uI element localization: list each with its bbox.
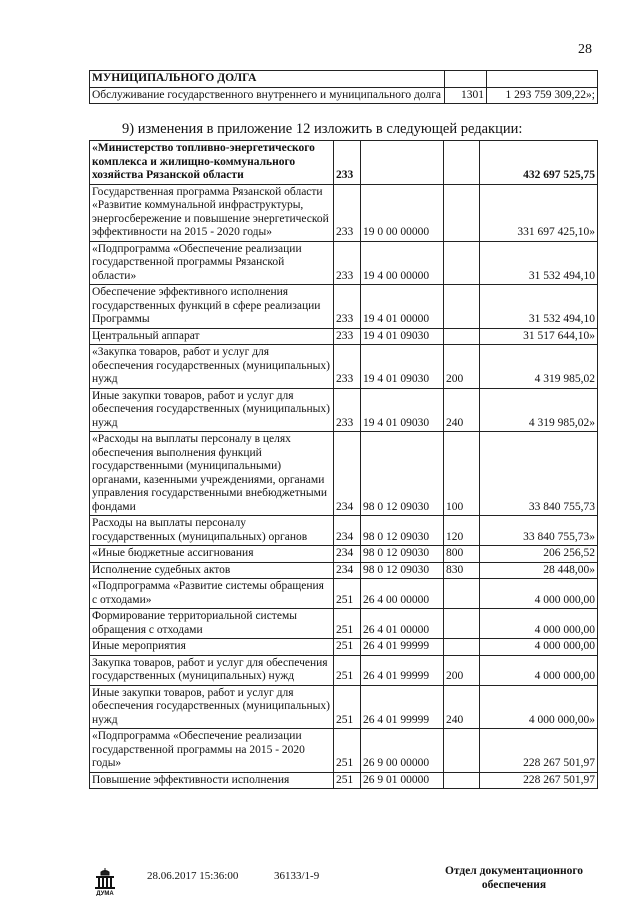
table-row: [90, 432, 598, 516]
row-department-code: 233: [334, 184, 361, 241]
table-row: [90, 639, 598, 656]
top-table: [89, 70, 598, 104]
department-line-2: обеспечения: [481, 879, 547, 891]
row-department-code: 233: [334, 328, 361, 345]
row-target-code: 98 0 12 09030: [361, 546, 444, 563]
row-department-code: 251: [334, 772, 361, 789]
row-department-code: 251: [334, 729, 361, 773]
row-amount: 28 448,00»: [480, 562, 598, 579]
row-expense-type: 200: [444, 345, 480, 389]
row-expense-type: [444, 184, 480, 241]
row-name: Государственная программа Рязанской области «Развитие коммунальной инфраструктуры, энергосбережение и повышение энергетической эффективности на 2015 - 2020 годы»: [90, 184, 334, 241]
row-expense-type: 830: [444, 562, 480, 579]
row-amount: 228 267 501,97: [480, 729, 598, 773]
row-target-code: 26 9 01 00000: [361, 772, 444, 789]
row-amount: 432 697 525,75: [480, 141, 598, 185]
row-department-code: 251: [334, 579, 361, 609]
row-target-code: 26 4 01 99999: [361, 639, 444, 656]
row-department-code: 251: [334, 655, 361, 685]
row-target-code: 19 4 01 09030: [361, 328, 444, 345]
top-table-row: [90, 87, 598, 104]
row-amount: 33 840 755,73: [480, 432, 598, 516]
row-name: Расходы на выплаты персоналу государственных (муниципальных) органов: [90, 516, 334, 546]
row-target-code: 98 0 12 09030: [361, 432, 444, 516]
row-name: «Подпрограмма «Обеспечение реализации государственной программы на 2015 - 2020 годы»: [90, 729, 334, 773]
table-row: [90, 546, 598, 563]
row-target-code: 19 4 01 09030: [361, 388, 444, 432]
row-amount: 4 000 000,00: [480, 655, 598, 685]
table-row: [90, 655, 598, 685]
svg-text:ДУМА: ДУМА: [96, 891, 114, 896]
row-target-code: 19 4 00 00000: [361, 241, 444, 285]
row-amount: 4 000 000,00»: [480, 685, 598, 729]
row-target-code: [361, 141, 444, 185]
row-expense-type: [444, 639, 480, 656]
table-row: [90, 141, 598, 185]
row-expense-type: [444, 772, 480, 789]
row-target-code: 19 4 01 00000: [361, 285, 444, 329]
row-department-code: 251: [334, 685, 361, 729]
table-row: [90, 772, 598, 789]
table-row: [90, 516, 598, 546]
top-row-code: 1301: [445, 87, 487, 104]
row-name: «Министерство топливно-энергетического комплекса и жилищно-коммунального хозяйства Рязанской области: [90, 141, 334, 185]
row-department-code: 233: [334, 345, 361, 389]
row-expense-type: 100: [444, 432, 480, 516]
row-amount: 228 267 501,97: [480, 772, 598, 789]
row-amount: 33 840 755,73»: [480, 516, 598, 546]
row-expense-type: [444, 328, 480, 345]
table-row: [90, 388, 598, 432]
row-amount: 31 517 644,10»: [480, 328, 598, 345]
row-target-code: 26 4 00 00000: [361, 579, 444, 609]
row-name: «Подпрограмма «Обеспечение реализации государственной программы Рязанской области»: [90, 241, 334, 285]
row-name: Обеспечение эффективного исполнения государственных функций в сфере реализации Программы: [90, 285, 334, 329]
row-name: «Закупка товаров, работ и услуг для обеспечения государственных (муниципальных) нужд: [90, 345, 334, 389]
row-expense-type: [444, 241, 480, 285]
row-amount: 4 000 000,00: [480, 639, 598, 656]
top-row-code: [445, 71, 487, 88]
top-row-amount: [487, 71, 598, 88]
row-expense-type: [444, 285, 480, 329]
row-department-code: 233: [334, 388, 361, 432]
row-name: «Подпрограмма «Развитие системы обращения с отходами»: [90, 579, 334, 609]
row-target-code: 19 0 00 00000: [361, 184, 444, 241]
top-row-name: Обслуживание государственного внутреннего и муниципального долга: [90, 87, 445, 104]
row-target-code: 19 4 01 09030: [361, 345, 444, 389]
row-expense-type: 240: [444, 388, 480, 432]
row-expense-type: [444, 579, 480, 609]
row-name: «Расходы на выплаты персоналу в целях обеспечения выполнения функций государственными (муниципальными) органами, казенными учреждениями, органами управления государственными внебюджетными фондами: [90, 432, 334, 516]
row-amount: 206 256,52: [480, 546, 598, 563]
duma-logo-icon: [92, 866, 118, 896]
row-expense-type: [444, 141, 480, 185]
footer-timestamp: 28.06.2017 15:36:00: [147, 870, 239, 882]
row-expense-type: 800: [444, 546, 480, 563]
row-amount: 31 532 494,10: [480, 241, 598, 285]
row-amount: 331 697 425,10»: [480, 184, 598, 241]
row-name: Иные закупки товаров, работ и услуг для обеспечения государственных (муниципальных) нужд: [90, 388, 334, 432]
department-line-1: Отдел документационного: [444, 865, 584, 877]
row-expense-type: 240: [444, 685, 480, 729]
row-department-code: 233: [334, 241, 361, 285]
row-amount: 31 532 494,10: [480, 285, 598, 329]
footer-document-code: 36133/1-9: [274, 870, 320, 882]
top-row-name: МУНИЦИПАЛЬНОГО ДОЛГА: [90, 71, 445, 88]
row-expense-type: 120: [444, 516, 480, 546]
row-department-code: 234: [334, 432, 361, 516]
table-row: [90, 685, 598, 729]
table-row: [90, 579, 598, 609]
page-number: 28: [578, 42, 592, 57]
row-department-code: 233: [334, 141, 361, 185]
row-department-code: 234: [334, 546, 361, 563]
row-department-code: 251: [334, 609, 361, 639]
row-department-code: 234: [334, 516, 361, 546]
row-name: Иные мероприятия: [90, 639, 334, 656]
top-row-amount: 1 293 759 309,22»;: [487, 87, 598, 104]
row-target-code: 26 9 00 00000: [361, 729, 444, 773]
table-row: [90, 285, 598, 329]
table-row: [90, 184, 598, 241]
row-name: Закупка товаров, работ и услуг для обеспечения государственных (муниципальных) нужд: [90, 655, 334, 685]
row-name: «Иные бюджетные ассигнования: [90, 546, 334, 563]
footer: [0, 864, 640, 904]
row-amount: 4 319 985,02: [480, 345, 598, 389]
row-department-code: 233: [334, 285, 361, 329]
row-name: Формирование территориальной системы обращения с отходами: [90, 609, 334, 639]
table-row: [90, 609, 598, 639]
row-name: Повышение эффективности исполнения: [90, 772, 334, 789]
footer-department: [440, 864, 588, 892]
table-row: [90, 345, 598, 389]
top-table-row: [90, 71, 598, 88]
row-name: Центральный аппарат: [90, 328, 334, 345]
table-row: [90, 328, 598, 345]
table-row: [90, 241, 598, 285]
instruction-text: 9) изменения в приложение 12 изложить в следующей редакции:: [122, 121, 523, 137]
row-target-code: 26 4 01 99999: [361, 685, 444, 729]
row-department-code: 251: [334, 639, 361, 656]
row-name: Иные закупки товаров, работ и услуг для обеспечения государственных (муниципальных) нужд: [90, 685, 334, 729]
row-target-code: 98 0 12 09030: [361, 562, 444, 579]
table-row: [90, 562, 598, 579]
table-row: [90, 729, 598, 773]
row-expense-type: 200: [444, 655, 480, 685]
row-expense-type: [444, 609, 480, 639]
row-target-code: 98 0 12 09030: [361, 516, 444, 546]
row-target-code: 26 4 01 99999: [361, 655, 444, 685]
row-expense-type: [444, 729, 480, 773]
row-target-code: 26 4 01 00000: [361, 609, 444, 639]
row-name: Исполнение судебных актов: [90, 562, 334, 579]
row-amount: 4 000 000,00: [480, 579, 598, 609]
row-amount: 4 319 985,02»: [480, 388, 598, 432]
row-amount: 4 000 000,00: [480, 609, 598, 639]
row-department-code: 234: [334, 562, 361, 579]
appendix-table: [89, 140, 598, 789]
